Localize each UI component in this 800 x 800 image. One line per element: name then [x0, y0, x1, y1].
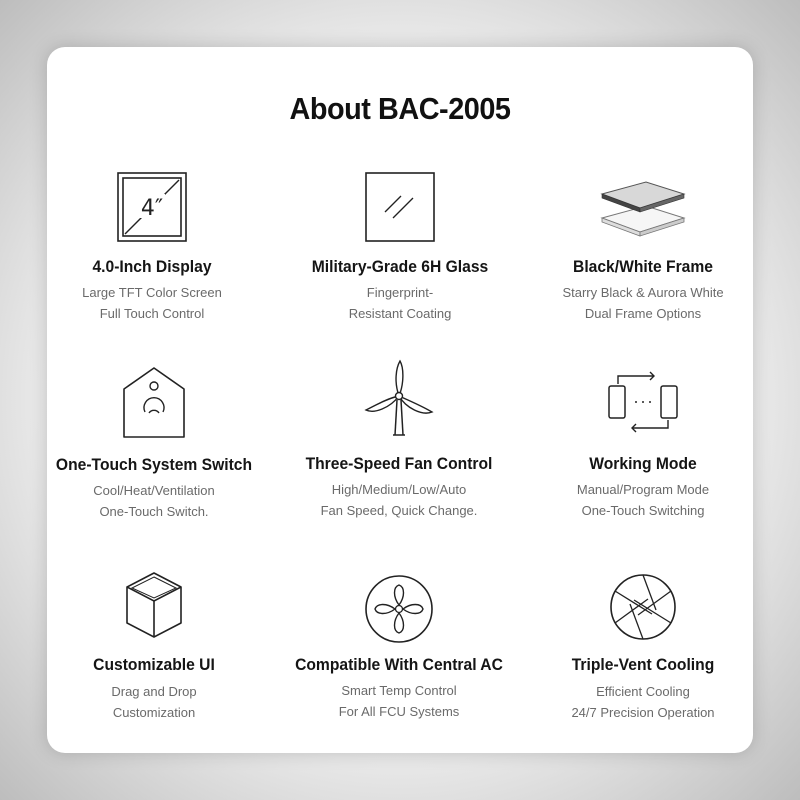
feature-name: 4.0-Inch Display	[92, 257, 212, 276]
feature-name: Triple-Vent Cooling	[571, 655, 715, 674]
wind-turbine-icon	[364, 360, 434, 436]
feature-desc-line1: Fingerprint-	[366, 285, 434, 300]
feature-name: One-Touch System Switch	[55, 455, 253, 474]
feature-display	[19, 170, 285, 330]
page-title: About BAC-2005	[289, 91, 511, 126]
fan-circle-icon	[365, 575, 433, 643]
feature-desc-line2: For All FCU Systems	[338, 704, 460, 719]
feature-system-switch	[21, 366, 287, 526]
feature-glass	[267, 170, 533, 330]
feature-desc-line2: Resistant Coating	[348, 306, 452, 321]
feature-name: Working Mode	[589, 454, 697, 473]
feature-name: Black/White Frame	[573, 257, 713, 276]
feature-desc-line2: Fan Speed, Quick Change.	[320, 503, 478, 518]
feature-desc-line1: Efficient Cooling	[596, 684, 690, 699]
feature-name: Customizable UI	[93, 655, 215, 674]
feature-customizable-ui	[21, 570, 287, 730]
feature-desc-line2: 24/7 Precision Operation	[571, 705, 715, 720]
glass-panel-icon	[365, 172, 435, 242]
mode-switch-icon	[608, 370, 678, 434]
feature-desc-line2: Dual Frame Options	[584, 306, 702, 321]
feature-triple-vent	[510, 574, 776, 734]
feature-name: Compatible With Central AC	[295, 655, 503, 674]
feature-desc-line2: One-Touch Switching	[581, 503, 705, 518]
feature-desc-line1: Drag and Drop	[111, 684, 197, 699]
feature-working-mode	[510, 370, 776, 530]
display-size-label: 4″	[140, 196, 164, 221]
feature-desc-line2: One-Touch Switch.	[99, 504, 209, 519]
feature-desc-line2: Customization	[112, 705, 196, 720]
stacked-frames-icon	[600, 180, 686, 240]
feature-desc-line1: Starry Black & Aurora White	[562, 285, 724, 300]
feature-desc-line1: Smart Temp Control	[341, 683, 457, 698]
display-4inch-icon	[117, 172, 187, 242]
feature-desc-line2: Full Touch Control	[99, 306, 205, 321]
feature-central-ac	[266, 575, 532, 735]
feature-name: Three-Speed Fan Control	[305, 454, 493, 473]
feature-name: Military-Grade 6H Glass	[311, 257, 489, 276]
feature-fan-control	[266, 360, 532, 520]
aperture-vent-icon	[610, 574, 676, 640]
feature-frame	[510, 170, 776, 330]
feature-desc-line1: High/Medium/Low/Auto	[331, 482, 467, 497]
house-switch-icon	[123, 367, 185, 439]
feature-desc-line1: Large TFT Color Screen	[82, 285, 222, 300]
cube-icon	[125, 571, 183, 639]
feature-desc-line1: Manual/Program Mode	[576, 482, 710, 497]
feature-desc-line1: Cool/Heat/Ventilation	[93, 483, 215, 498]
